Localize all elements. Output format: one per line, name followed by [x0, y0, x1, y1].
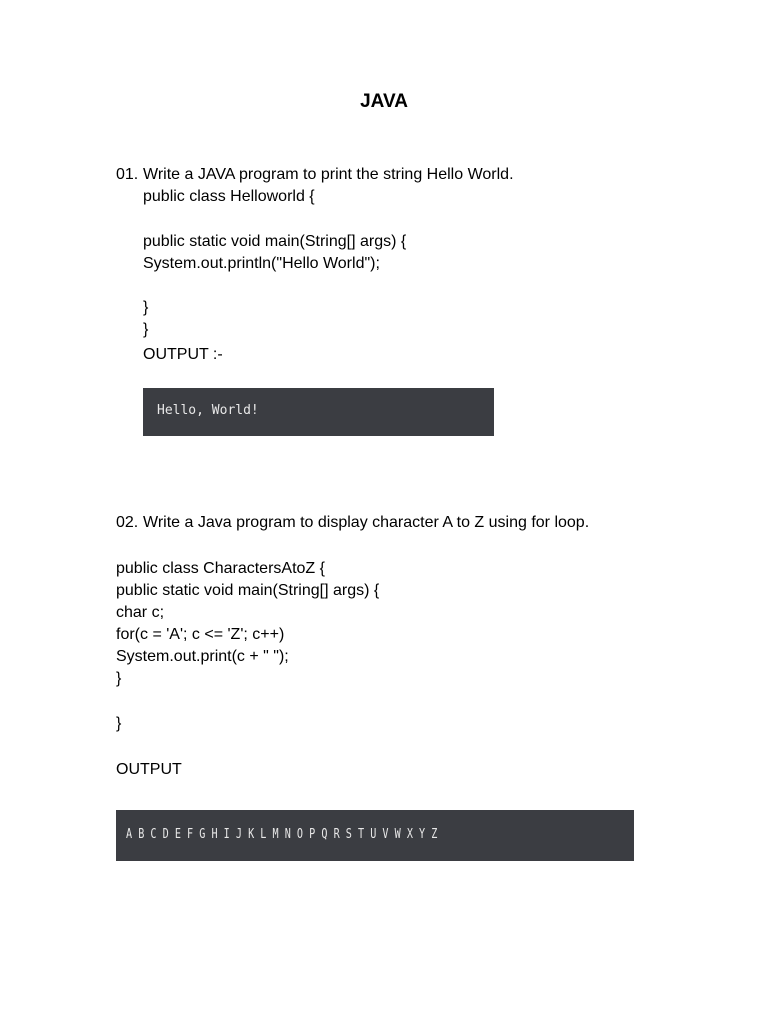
output-label: OUTPUT — [116, 761, 182, 778]
console-output-text: Hello, World! — [157, 403, 259, 418]
question-1-number: 01. — [116, 166, 139, 183]
output-console — [116, 810, 634, 861]
code-line: for(c = 'A'; c <= 'Z'; c++) — [116, 626, 285, 643]
output-label: OUTPUT :- — [143, 346, 223, 363]
code-line: char c; — [116, 604, 165, 621]
console-output-text: A B C D E F G H I J K L M N O P Q R S T U V W X Y Z — [126, 827, 438, 842]
code-line: public static void main(String[] args) { — [116, 582, 380, 599]
question-2-number: 02. — [116, 514, 139, 531]
code-line: } — [116, 715, 122, 732]
question-1-text: Write a JAVA program to print the string Hello World. — [143, 166, 514, 183]
code-line: public class CharactersAtoZ { — [116, 560, 325, 577]
code-line: System.out.print(c + " "); — [116, 648, 289, 665]
code-line: System.out.println("Hello World"); — [143, 255, 380, 272]
code-line: } — [143, 321, 149, 338]
code-line: } — [143, 299, 149, 316]
code-line: public class Helloworld { — [143, 188, 315, 205]
document-title: JAVA — [360, 91, 408, 112]
code-line: } — [116, 670, 122, 687]
question-2-text: Write a Java program to display character A to Z using for loop. — [143, 514, 590, 531]
output-console — [143, 388, 494, 436]
code-line: public static void main(String[] args) { — [143, 233, 407, 250]
